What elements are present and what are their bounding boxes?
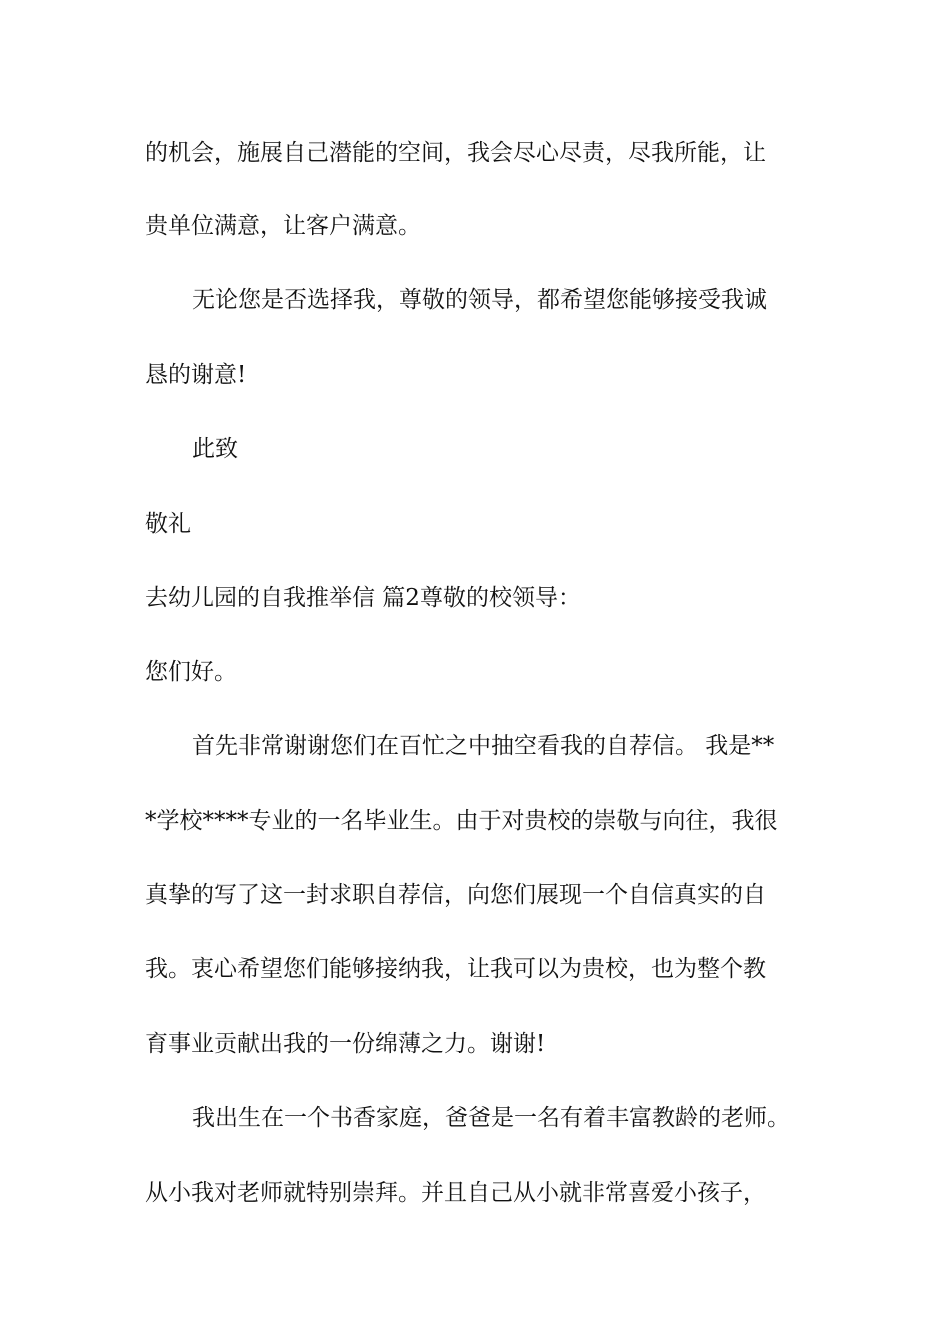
text-line-9: 首先非常谢谢您们在百忙之中抽空看我的自荐信。 我是** — [192, 733, 775, 759]
text-line-11: 真挚的写了这一封求职自荐信，向您们展现一个自信真实的自 — [145, 882, 766, 908]
text-line-12: 我。衷心希望您们能够接纳我，让我可以为贵校，也为整个教 — [145, 956, 766, 982]
text-line-3: 无论您是否选择我，尊敬的领导，都希望您能够接受我诚 — [192, 287, 767, 313]
text-line-15: 从小我对老师就特别崇拜。并且自己从小就非常喜爱小孩子， — [145, 1180, 766, 1206]
section-heading: 去幼儿园的自我推举信 篇2尊敬的校领导： — [145, 585, 581, 611]
text-line-10: *学校****专业的一名毕业生。由于对贵校的崇敬与向往，我很 — [145, 808, 778, 834]
closing-regards: 敬礼 — [145, 511, 191, 537]
text-line-2: 贵单位满意，让客户满意。 — [145, 213, 421, 239]
text-line-1: 的机会，施展自己潜能的空间，我会尽心尽责，尽我所能，让 — [145, 140, 766, 166]
text-line-4: 恳的谢意! — [145, 362, 247, 388]
text-line-13: 育事业贡献出我的一份绵薄之力。谢谢! — [145, 1031, 546, 1057]
closing-salutation: 此致 — [192, 436, 238, 462]
greeting: 您们好。 — [145, 659, 237, 685]
text-line-14: 我出生在一个书香家庭，爸爸是一名有着丰富教龄的老师。 — [192, 1105, 790, 1131]
